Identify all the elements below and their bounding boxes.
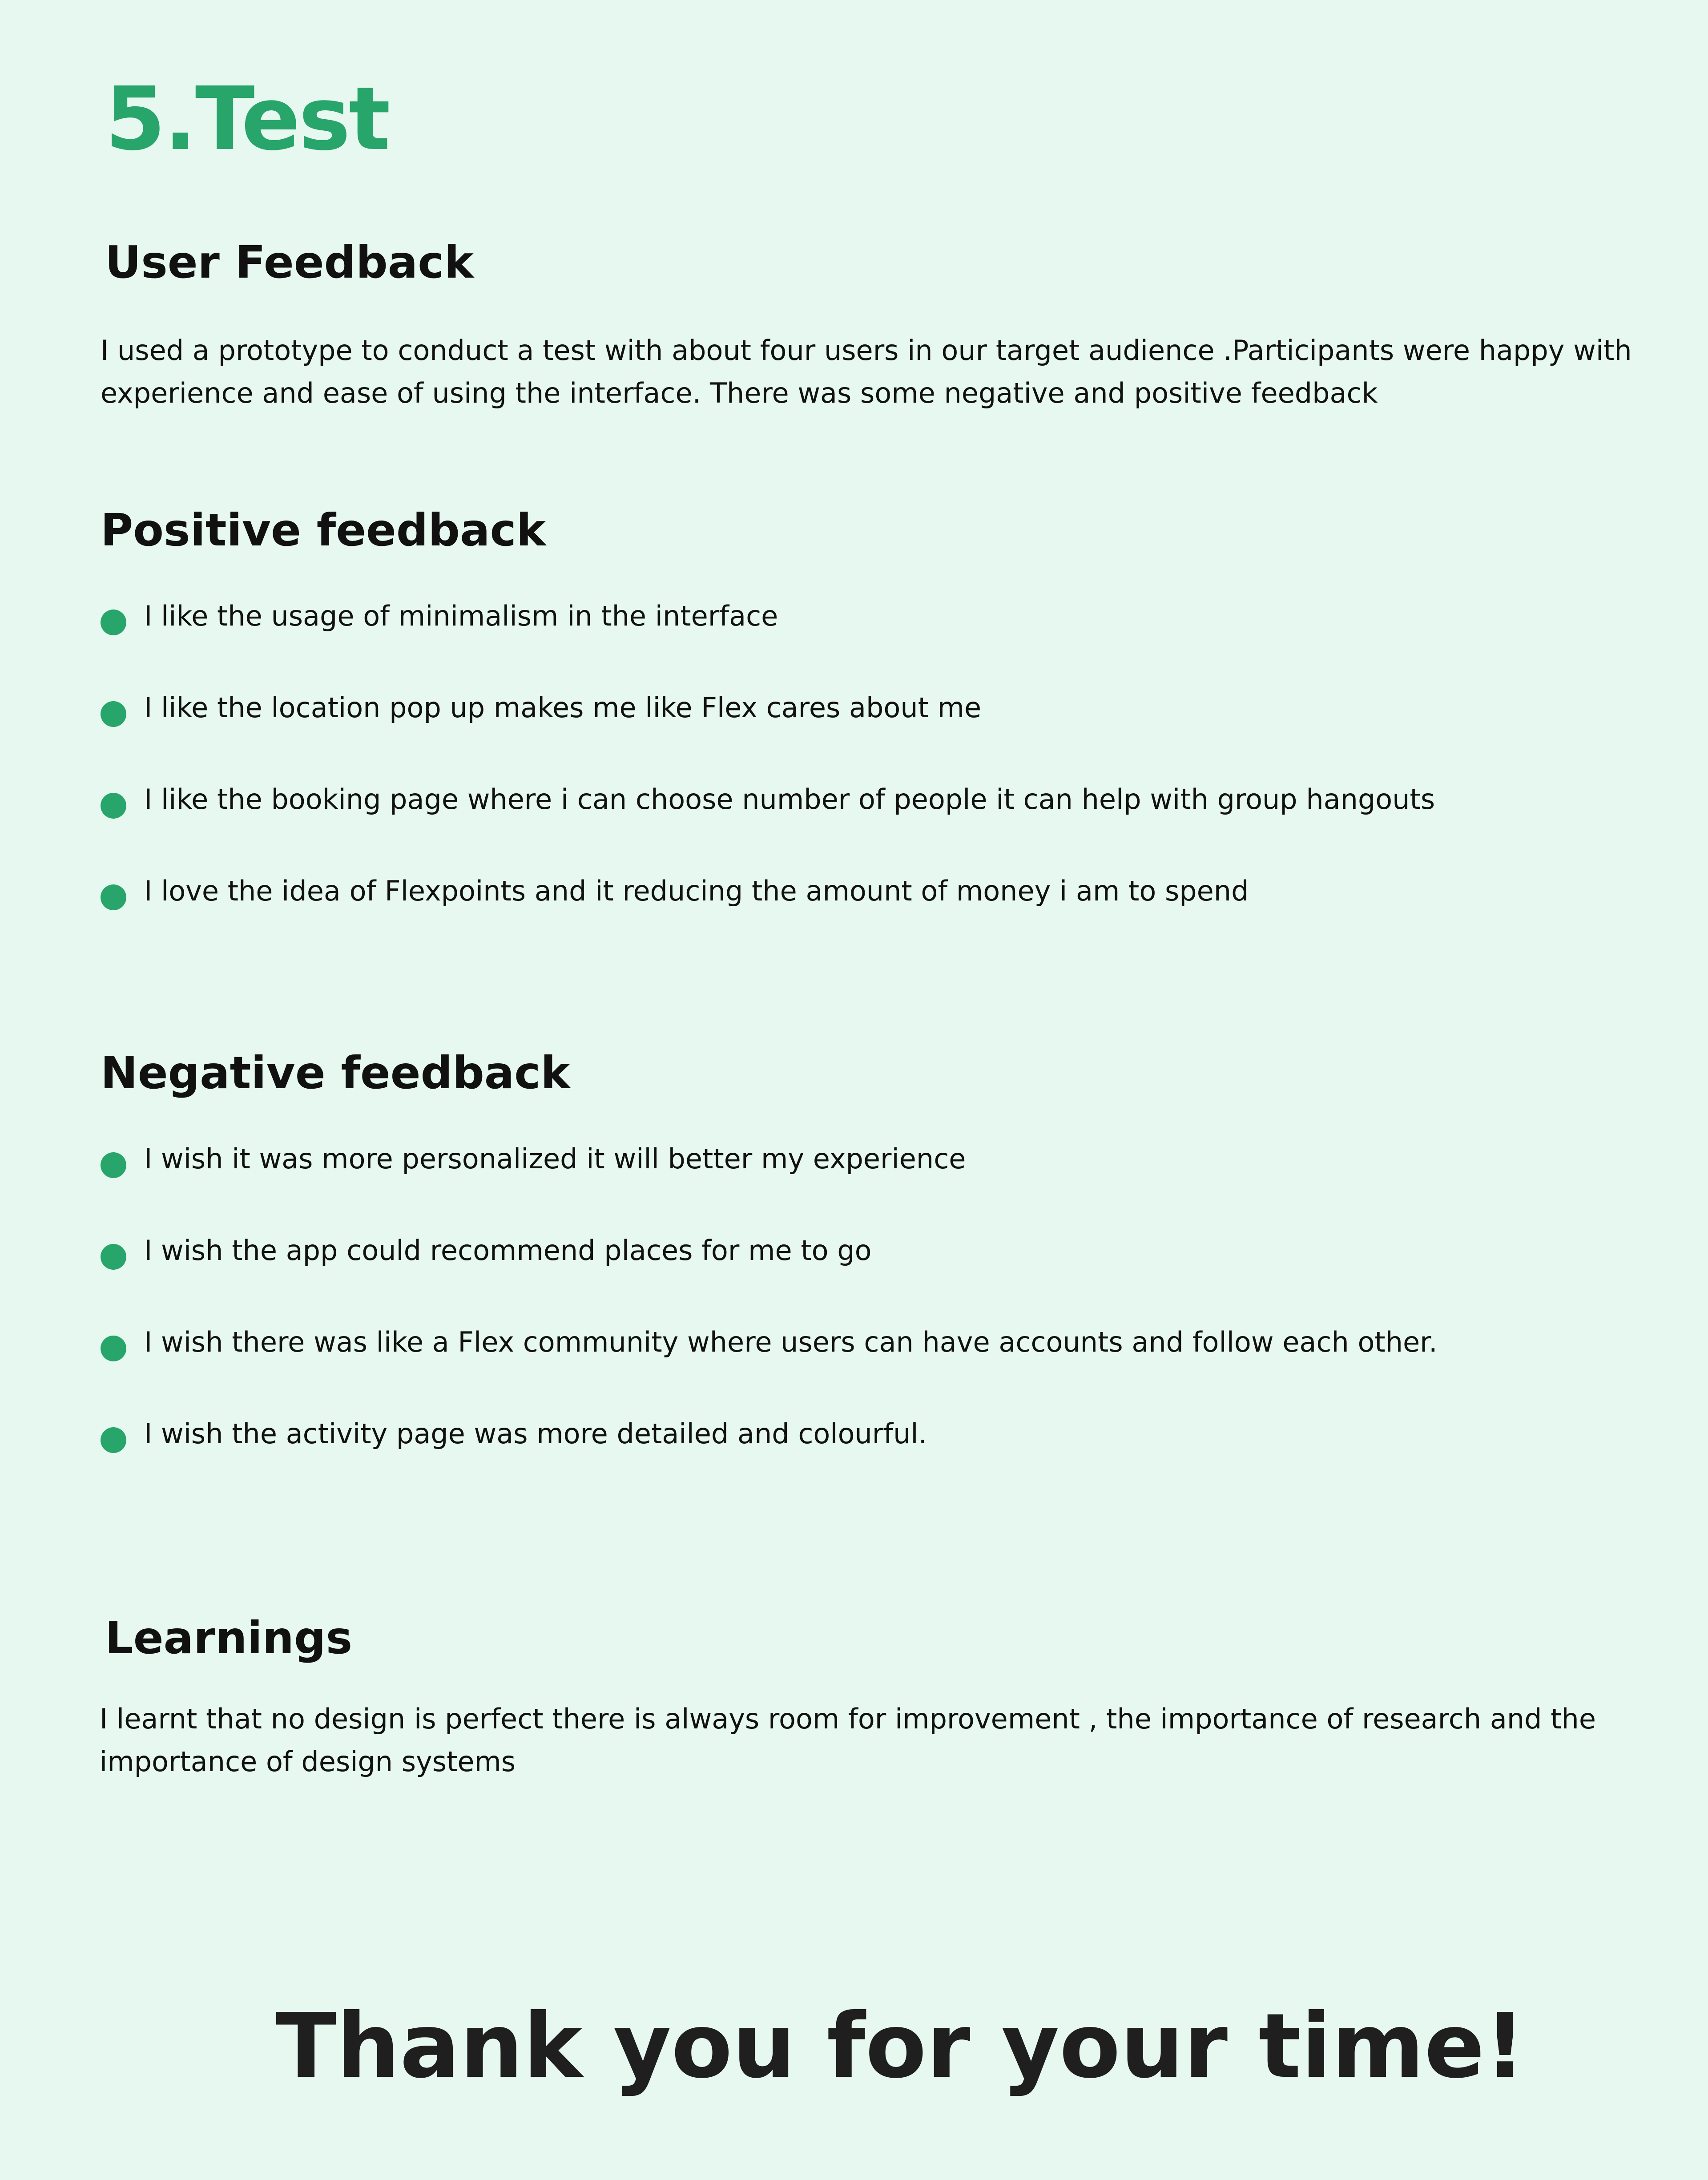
list-item-text: I like the booking page where i can choose number of people it can help with group hangouts: [144, 783, 1435, 815]
bullet-dot-icon: [101, 1427, 126, 1453]
list-item-text: I wish the activity page was more detailed and colourful.: [144, 1417, 927, 1450]
positive-feedback-heading: Positive feedback: [101, 504, 546, 556]
list-item-text: I like the usage of minimalism in the interface: [144, 600, 778, 632]
list-item-text: I wish there was like a Flex community where users can have accounts and follow each other.: [144, 1326, 1438, 1358]
negative-feedback-heading: Negative feedback: [101, 1047, 571, 1099]
bullet-dot-icon: [101, 701, 126, 727]
bullet-dot-icon: [101, 1152, 126, 1178]
learnings-heading: Learnings: [105, 1612, 353, 1664]
bullet-dot-icon: [101, 793, 126, 819]
list-item-text: I love the idea of Flexpoints and it reducing the amount of money i am to spend: [144, 875, 1249, 907]
page-title: 5.Test: [105, 69, 389, 170]
user-feedback-body: I used a prototype to conduct a test with about four users in our target audience .Participants were happy with experience and ease of using the interface. There was some negative and positive feedback: [101, 334, 1632, 409]
bullet-dot-icon: [101, 610, 126, 635]
closing-message: Thank you for your time!: [276, 1994, 1526, 2098]
learnings-body: I learnt that no design is perfect there is always room for improvement , the importance of research and the importance of design systems: [100, 1703, 1596, 1778]
list-item-text: I wish the app could recommend places for me to go: [144, 1234, 872, 1267]
user-feedback-heading: User Feedback: [105, 236, 474, 288]
bullet-dot-icon: [101, 884, 126, 910]
list-item-text: I wish it was more personalized it will better my experience: [144, 1142, 966, 1175]
list-item-text: I like the location pop up makes me like Flex cares about me: [144, 691, 982, 724]
bullet-dot-icon: [101, 1336, 126, 1361]
bullet-dot-icon: [101, 1244, 126, 1270]
